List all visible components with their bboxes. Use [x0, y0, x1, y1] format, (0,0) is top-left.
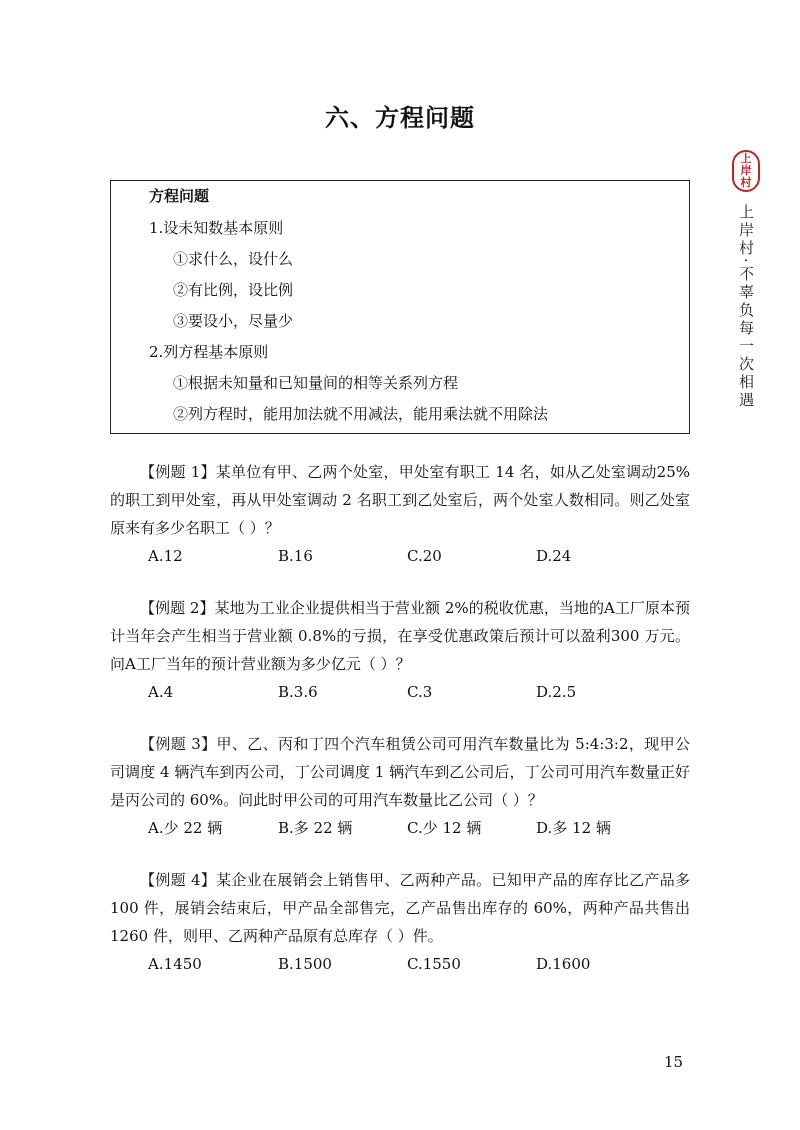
option-c: C.少 12 辆 — [407, 819, 482, 837]
question-2 — [110, 594, 690, 706]
seal-char: 岸 — [740, 164, 752, 177]
option-c: C.20 — [407, 547, 442, 565]
brand-slogan: 上岸村·不辜负每一次相遇 — [737, 204, 755, 410]
option-b: B.多 22 辆 — [278, 819, 353, 837]
question-options — [110, 950, 690, 978]
option-b: B.3.6 — [278, 683, 318, 701]
question-options — [110, 678, 690, 706]
option-d: D.2.5 — [536, 683, 577, 701]
box-line: 2.列方程基本原则 — [149, 343, 269, 361]
option-d: D.多 12 辆 — [536, 819, 611, 837]
option-d: D.1600 — [536, 955, 591, 973]
option-d: D.24 — [536, 547, 572, 565]
option-a: A.4 — [148, 683, 174, 701]
question-text: 【例题 1】某单位有甲、乙两个处室，甲处室有职工 14 名，如从乙处室调动25%的职工到甲处室，再从甲处室调动 2 名职工到乙处室后，两个处室人数相同。则乙处室原来有多少名职工（ ）？ — [110, 463, 690, 537]
question-3 — [110, 730, 690, 842]
option-a: A.1450 — [148, 955, 202, 973]
page-title: 六、方程问题 — [325, 103, 475, 132]
option-a: A.12 — [148, 547, 183, 565]
question-options — [110, 542, 690, 570]
summary-box — [110, 180, 690, 434]
option-b: B.16 — [278, 547, 313, 565]
option-a: A.少 22 辆 — [148, 819, 223, 837]
question-4 — [110, 866, 690, 978]
seal-char: 村 — [740, 176, 752, 189]
box-line: ③要设小，尽量少 — [173, 312, 294, 330]
box-line: 1.设未知数基本原则 — [149, 219, 284, 237]
question-text: 【例题 4】某企业在展销会上销售甲、乙两种产品。已知甲产品的库存比乙产品多 100 件，展销会结束后，甲产品全部售完，乙产品售出库存的 60%，两种产品共售出 1260 件，则甲、乙两种产品原有总库存（ ）件。 — [110, 871, 690, 945]
seal-char: 上 — [740, 152, 752, 165]
side-brand — [726, 150, 766, 410]
box-line: ②列方程时，能用加法就不用减法，能用乘法就不用除法 — [173, 405, 549, 423]
page-number: 15 — [664, 1053, 684, 1071]
seal-logo — [732, 150, 760, 192]
question-text: 【例题 2】某地为工业企业提供相当于营业额 2%的税收优惠，当地的A工厂原本预计当年会产生相当于营业额 0.8%的亏损，在享受优惠政策后预计可以盈利300 万元。问A工厂当年的预计营业额为多少亿元（ ）？ — [110, 599, 690, 673]
box-line: ①求什么，设什么 — [173, 250, 294, 268]
box-line: ②有比例，设比例 — [173, 281, 294, 299]
box-line: ①根据未知量和已知量间的相等关系列方程 — [173, 374, 459, 392]
box-heading: 方程问题 — [149, 187, 210, 205]
option-c: C.1550 — [407, 955, 461, 973]
question-options — [110, 814, 690, 842]
option-c: C.3 — [407, 683, 433, 701]
question-1 — [110, 458, 690, 570]
question-text: 【例题 3】甲、乙、丙和丁四个汽车租赁公司可用汽车数量比为 5:4:3:2，现甲公司调度 4 辆汽车到丙公司，丁公司调度 1 辆汽车到乙公司后，丁公司可用汽车数量正好是丙公司的 60%。问此时甲公司的可用汽车数量比乙公司（ ）？ — [110, 735, 690, 809]
option-b: B.1500 — [278, 955, 332, 973]
